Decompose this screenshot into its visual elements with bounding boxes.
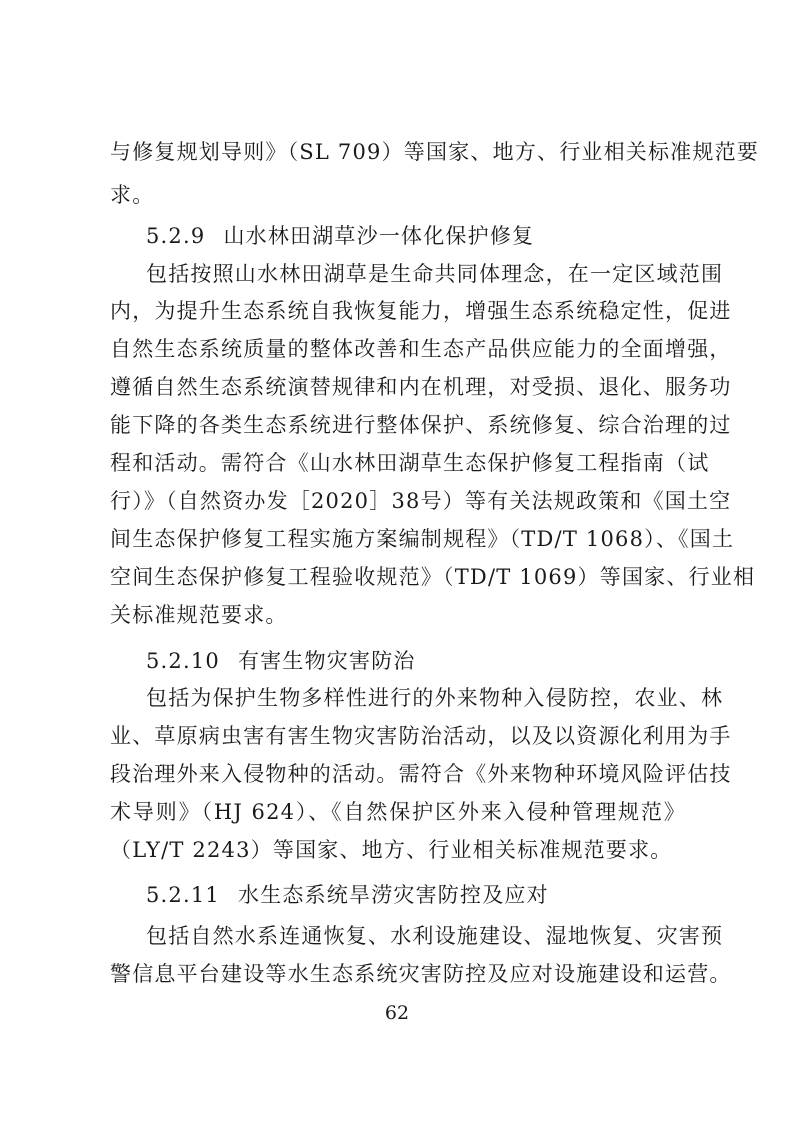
paragraph-line: 术导则》（HJ 624）、《自然保护区外来入侵种管理规范》	[110, 800, 686, 824]
paragraph-line: 自然生态系统质量的整体改善和生态产品供应能力的全面增强，	[110, 337, 732, 361]
paragraph-line: 段治理外来入侵物种的活动。需符合《外来物种环境风险评估技	[110, 762, 732, 786]
paragraph-line: 能下降的各类生态系统进行整体保护、系统修复、综合治理的过	[110, 413, 732, 437]
section-heading-5-2-9	[146, 221, 534, 251]
paragraph-line: 内，为提升生态系统自我恢复能力，增强生态系统稳定性，促进	[110, 299, 732, 323]
paragraph-line: 行）》（自然资办发［2020］38号）等有关法规政策和《国土空	[110, 489, 732, 513]
paragraph-line: （LY/T 2243）等国家、地方、行业相关标准规范要求。	[110, 838, 673, 862]
paragraph-line: 警信息平台建设等水生态系统灾害防控及应对设施建设和运营。	[110, 962, 732, 986]
section-number: 5.2.11	[146, 883, 220, 907]
page-number: 62	[384, 1002, 410, 1024]
paragraph-line: 与修复规划导则》（SL 709）等国家、地方、行业相关标准规范要	[110, 140, 759, 164]
paragraph-line: 包括自然水系连通恢复、水利设施建设、湿地恢复、灾害预	[146, 924, 724, 948]
paragraph-line: 求。	[110, 183, 155, 207]
section-title: 山水林田湖草沙一体化保护修复	[223, 224, 535, 248]
section-number: 5.2.9	[146, 224, 206, 248]
section-title: 水生态系统旱涝灾害防控及应对	[238, 883, 549, 907]
section-number: 5.2.10	[146, 649, 220, 673]
section-heading-5-2-10	[146, 646, 416, 676]
paragraph-line: 遵循自然生态系统演替规律和内在机理，对受损、退化、服务功	[110, 375, 732, 399]
paragraph-line: 业、草原病虫害有害生物灾害防治活动，以及以资源化利用为手	[110, 724, 732, 748]
section-title: 有害生物灾害防治	[238, 649, 416, 673]
section-heading-5-2-11	[146, 880, 549, 910]
paragraph-line: 包括为保护生物多样性进行的外来物种入侵防控，农业、林	[146, 686, 724, 710]
paragraph-line: 关标准规范要求。	[110, 603, 288, 627]
paragraph-line: 程和活动。需符合《山水林田湖草生态保护修复工程指南（试	[110, 451, 710, 475]
paragraph-line: 空间生态保护修复工程验收规范》（TD/T 1069）等国家、行业相	[110, 565, 756, 589]
paragraph-line: 间生态保护修复工程实施方案编制规程》（TD/T 1068）、《国土	[110, 527, 735, 551]
paragraph-line: 包括按照山水林田湖草是生命共同体理念，在一定区域范围	[146, 262, 724, 286]
